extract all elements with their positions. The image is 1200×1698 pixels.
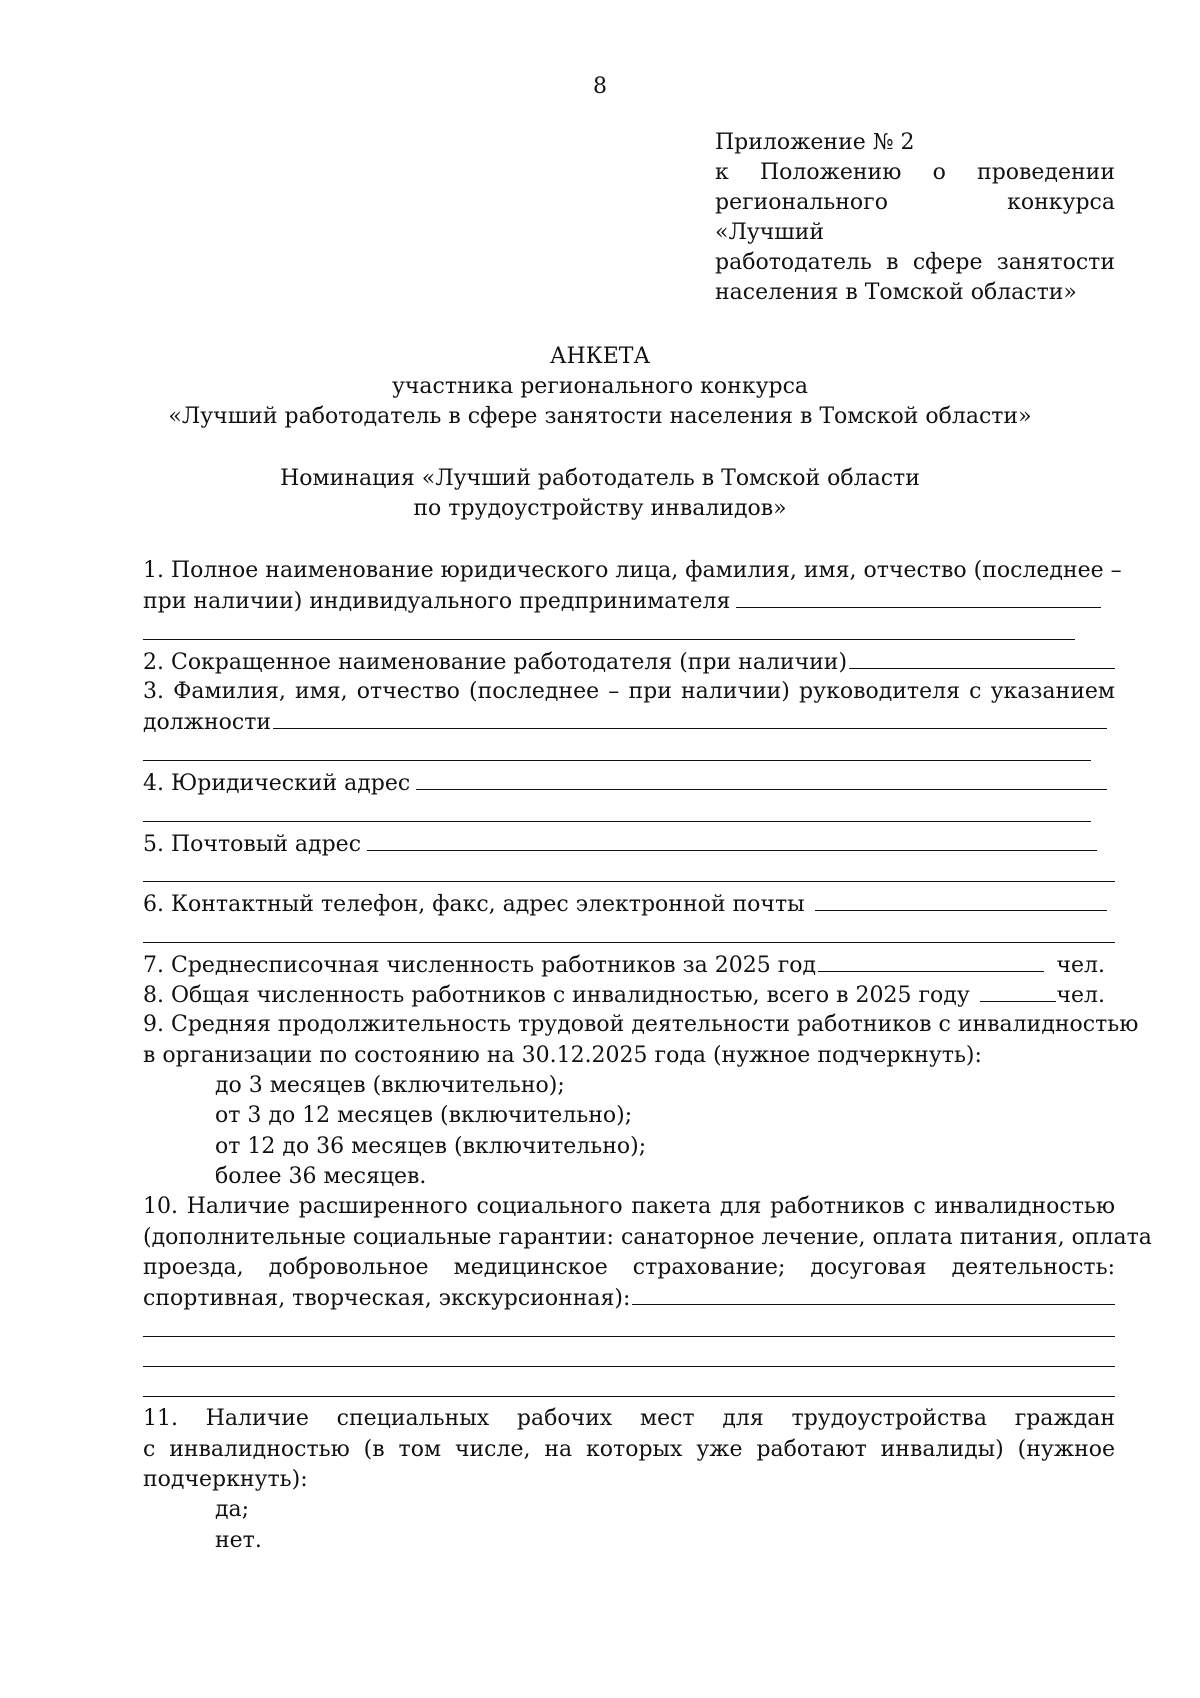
nomination-title: по трудоустройству инвалидов» [413, 496, 787, 521]
item-3-line [143, 707, 1115, 737]
item-11-text [143, 1465, 1115, 1495]
appendix-line: населения в Томской области» [715, 280, 1077, 305]
nomination-title: Номинация «Лучший работодатель в Томской области [280, 466, 920, 491]
item-8-label: 8. Общая численность работников с инвалидностью, всего в 2025 году [143, 983, 970, 1009]
item-10-field[interactable] [632, 1283, 1115, 1305]
item-10-field-continuation[interactable] [143, 1344, 1115, 1374]
item-3-label: должности [143, 710, 272, 736]
item-11-text: 11. Наличие специальных рабочих мест для трудоустройства граждан [143, 1406, 1115, 1432]
item-7-line [143, 950, 1115, 980]
item-1-line [143, 586, 1115, 616]
item-10-text: проезда, добровольное медицинское страхование; досуговая деятельность: [143, 1254, 1115, 1280]
item-8-line [143, 980, 1115, 1010]
item-7-field[interactable] [818, 950, 1044, 972]
item-5-line [143, 829, 1115, 859]
appendix-line: к Положению о проведении [715, 160, 1115, 185]
item-6-field-continuation[interactable] [143, 920, 1115, 950]
item-10-label: спортивная, творческая, экскурсионная): [143, 1286, 631, 1312]
item-4-line [143, 768, 1115, 798]
item-3-field[interactable] [273, 707, 1107, 729]
item-5-field-continuation[interactable] [143, 859, 1115, 889]
item-6-label: 6. Контактный телефон, факс, адрес электронной почты [143, 892, 805, 918]
appendix-line: Приложение № 2 [715, 130, 915, 155]
item-11-option[interactable]: нет. [215, 1527, 262, 1553]
item-9-option[interactable]: до 3 месяцев (включительно); [215, 1073, 565, 1099]
item-5-field[interactable] [367, 829, 1097, 851]
item-11-label: подчеркнуть): [143, 1466, 308, 1492]
item-1-field-continuation[interactable] [143, 617, 1075, 647]
item-7-label: 7. Среднесписочная численность работников за 2025 год [143, 952, 817, 978]
item-9-option[interactable]: от 12 до 36 месяцев (включительно); [215, 1133, 647, 1159]
item-4-label: 4. Юридический адрес [143, 771, 411, 797]
item-10-text: 10. Наличие расширенного социального пакета для работников с инвалидностью [143, 1194, 1115, 1220]
form-body [143, 556, 1152, 1556]
item-9-text [143, 1041, 1115, 1071]
item-10-field-continuation[interactable] [143, 1313, 1115, 1343]
item-7-unit: чел. [1056, 952, 1105, 978]
item-2-label: 2. Сокращенное наименование работодателя (при наличии) [143, 649, 848, 675]
item-4-field-continuation[interactable] [143, 798, 1091, 828]
item-11-text: с инвалидностью (в том числе, на которых уже работают инвалиды) (нужное [143, 1436, 1115, 1462]
form-subtitle: участника регионального конкурса [391, 374, 809, 399]
page-number: 8 [593, 74, 607, 99]
item-8-field[interactable] [980, 980, 1057, 1002]
item-10-field-continuation[interactable] [143, 1374, 1115, 1404]
item-3-field-continuation[interactable] [143, 738, 1091, 768]
item-4-field[interactable] [416, 768, 1107, 790]
item-9-option[interactable]: более 36 месяцев. [215, 1163, 427, 1189]
item-1-field[interactable] [736, 586, 1101, 608]
item-6-field[interactable] [815, 889, 1107, 911]
item-11-option[interactable]: да; [215, 1497, 250, 1523]
item-6-line [143, 889, 1115, 919]
item-5-label: 5. Почтовый адрес [143, 831, 362, 857]
item-1-text: 1. Полное наименование юридического лица, фамилия, имя, отчество (последнее – [143, 558, 1122, 583]
item-10-text: (дополнительные социальные гарантии: санаторное лечение, оплата питания, оплата [143, 1224, 1152, 1250]
item-9-option[interactable]: от 3 до 12 месяцев (включительно); [215, 1103, 633, 1129]
item-3-text: 3. Фамилия, имя, отчество (последнее – при наличии) руководителя с указанием [143, 679, 1115, 705]
item-8-unit: чел. [1056, 983, 1105, 1009]
item-1-label: при наличии) индивидуального предпринимателя [143, 589, 731, 615]
appendix-line: работодатель в сфере занятости [715, 250, 1115, 275]
appendix-header [715, 128, 1115, 308]
item-9-text: 9. Средняя продолжительность трудовой деятельности работников с инвалидностью [143, 1012, 1139, 1038]
item-10-line [143, 1283, 1115, 1313]
form-subtitle: «Лучший работодатель в сфере занятости населения в Томской области» [168, 404, 1032, 429]
item-2-line [143, 647, 1115, 677]
item-9-label: в организации по состоянию на 30.12.2025 года (нужное подчеркнуть): [143, 1042, 982, 1068]
appendix-line: регионального конкурса «Лучший [715, 190, 1115, 245]
form-title: АНКЕТА [549, 344, 651, 369]
item-2-field[interactable] [849, 647, 1115, 669]
